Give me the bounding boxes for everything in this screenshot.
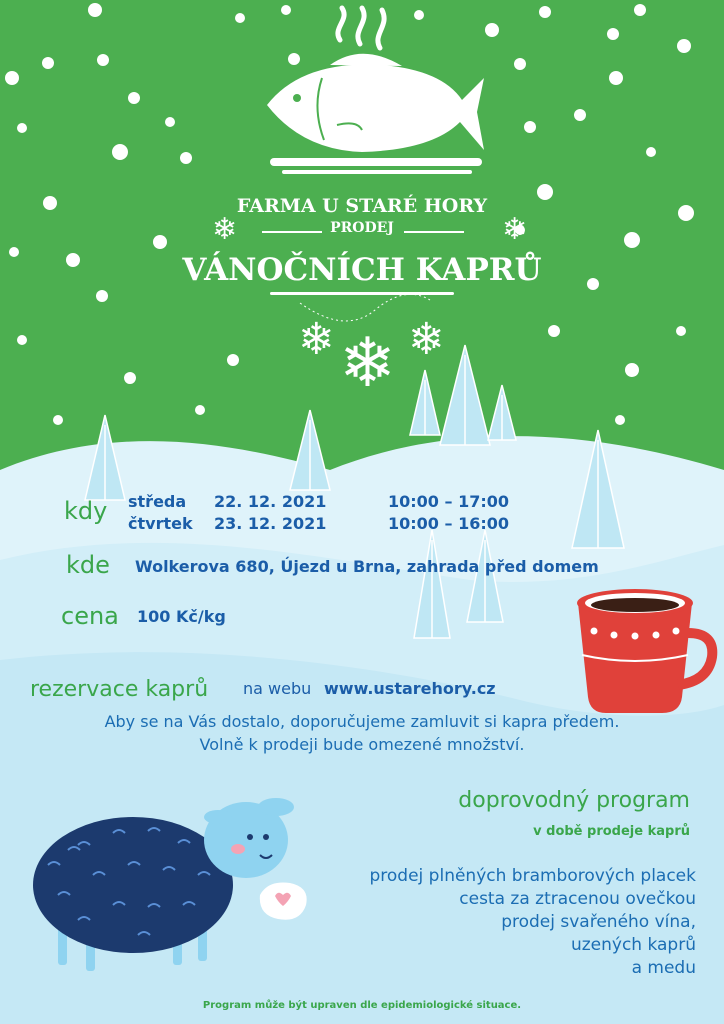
header-subtitle: PRODEJ	[330, 220, 394, 236]
mug-icon	[570, 585, 718, 717]
date-1: 22. 12. 2021	[214, 492, 327, 511]
price-label: cena	[61, 602, 119, 630]
snowflake-icon: ❄	[502, 212, 528, 247]
footer-note: Program může být upraven dle epidemiologické situace.	[202, 1000, 522, 1011]
page-title: VÁNOČNÍCH KAPRŮ	[182, 252, 542, 288]
date-2: 23. 12. 2021	[214, 514, 327, 533]
subtitle-line-right	[404, 231, 464, 233]
when-label: kdy	[64, 497, 108, 525]
title-underline	[270, 292, 454, 295]
reservation-label: rezervace kaprů	[30, 677, 209, 702]
time-2: 10:00 – 16:00	[388, 514, 509, 533]
day-2: čtvrtek	[128, 514, 193, 533]
program-subtitle: v době prodeje kaprů	[533, 824, 690, 839]
program-title: doprovodný program	[458, 788, 690, 813]
program-item: a medu	[631, 958, 696, 978]
day-1: středa	[128, 492, 187, 511]
price: 100 Kč/kg	[137, 607, 226, 626]
snowflake-icon: ❄	[212, 212, 238, 247]
address: Wolkerova 680, Újezd u Brna, zahrada před domem	[135, 557, 599, 576]
reservation-prefix: na webu	[243, 679, 312, 698]
snowflake-icon: ❄	[408, 314, 445, 365]
snowflake-icon: ❄	[339, 324, 396, 403]
time-1: 10:00 – 17:00	[388, 492, 509, 511]
sheep-icon	[28, 795, 318, 980]
farm-name: FARMA U STARÉ HORY	[236, 195, 488, 217]
program-item: uzených kaprů	[570, 935, 696, 955]
fish-plate-icon	[262, 0, 487, 180]
where-label: kde	[66, 551, 110, 579]
program-item: prodej svařeného vína,	[501, 912, 696, 932]
website-link[interactable]: www.ustarehory.cz	[324, 679, 496, 698]
reservation-note-1: Aby se na Vás dostalo, doporučujeme zamluvit si kapra předem.	[104, 712, 620, 731]
reservation-note-2: Volně k prodeji bude omezené množství.	[199, 735, 525, 754]
program-item: prodej plněných bramborových placek	[369, 866, 696, 886]
program-item: cesta za ztracenou ovečkou	[459, 889, 696, 909]
snowflake-icon: ❄	[298, 314, 335, 365]
